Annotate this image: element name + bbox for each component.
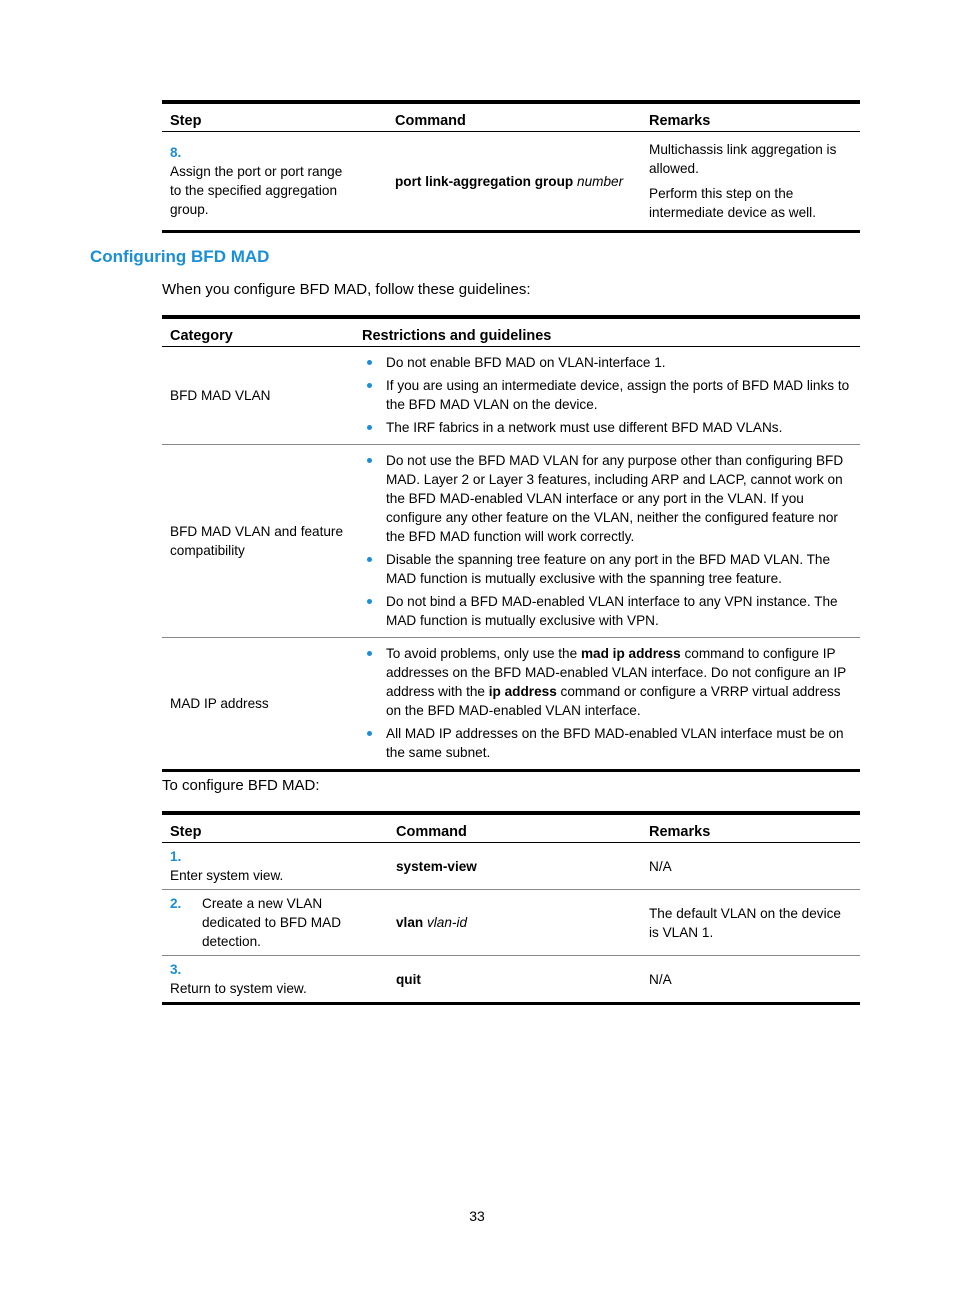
header-command: Command (388, 813, 641, 843)
step-table-bottom (162, 811, 860, 1005)
category-cell: BFD MAD VLAN and feature compatibility (162, 445, 354, 638)
table-row (162, 956, 860, 1004)
page-number: 33 (469, 1208, 485, 1224)
command-keyword: ip address (488, 684, 557, 699)
intro-text: When you configure BFD MAD, follow these guidelines: (162, 281, 531, 298)
guidelines-table (162, 315, 860, 772)
step-number: 2. (170, 896, 182, 911)
command-keyword: vlan (396, 915, 424, 930)
header-category: Category (162, 317, 354, 347)
guideline-list (362, 353, 852, 437)
list-item: Do not bind a BFD MAD-enabled VLAN interface to any VPN instance. The MAD function is mutually exclusive with VPN. (362, 592, 852, 630)
header-step: Step (162, 813, 388, 843)
header-remarks: Remarks (641, 813, 860, 843)
remarks-cell: N/A (641, 843, 860, 890)
procedure-intro: To configure BFD MAD: (162, 777, 320, 794)
text-run: To avoid problems, only use the (386, 646, 581, 661)
list-item: Do not enable BFD MAD on VLAN-interface 1. (362, 353, 852, 372)
step-number: 1. (170, 849, 182, 864)
step-table-top (162, 100, 860, 233)
list-item (362, 644, 852, 720)
command-argument: vlan-id (426, 915, 468, 930)
command-keyword: mad ip address (580, 646, 681, 661)
list-item: All MAD IP addresses on the BFD MAD-enabled VLAN interface must be on the same subnet. (362, 724, 852, 762)
header-command: Command (387, 102, 641, 132)
table-row (162, 445, 860, 638)
table-row (162, 132, 860, 232)
header-remarks: Remarks (641, 102, 860, 132)
command-keyword: port link-aggregation group (395, 173, 574, 189)
list-item: If you are using an intermediate device, assign the ports of BFD MAD links to the BFD MAD VLAN on the device. (362, 376, 852, 414)
list-item: Do not use the BFD MAD VLAN for any purpose other than configuring BFD MAD. Layer 2 or Layer 3 features, including ARP and LACP, cannot work on the BFD MAD-enabled VLAN interface or any port in the VLAN. If you configure any other feature on the VLAN, neither the configured feature nor the BFD MAD function will work correctly. (362, 451, 852, 546)
step-description: Enter system view. (170, 868, 284, 883)
list-item: The IRF fabrics in a network must use different BFD MAD VLANs. (362, 418, 852, 437)
table-row (162, 843, 860, 890)
remark-text: Perform this step on the intermediate device as well. (649, 186, 816, 220)
guideline-list (362, 451, 852, 630)
command-argument: number (577, 173, 624, 189)
step-description: Assign the port or port range to the specified aggregation group. (170, 164, 343, 217)
command-keyword: quit (396, 971, 421, 987)
command-keyword: system-view (396, 858, 477, 874)
table-row (162, 638, 860, 771)
step-number: 8. (170, 145, 182, 160)
remarks-cell (641, 132, 860, 232)
header-step: Step (162, 102, 387, 132)
text-run: command or configure a VRRP virtual address on the BFD MAD-enabled VLAN interface. (386, 684, 841, 718)
category-cell: BFD MAD VLAN (162, 347, 354, 445)
step-description: Return to system view. (170, 981, 307, 996)
step-description: Create a new VLAN dedicated to BFD MAD detection. (202, 896, 342, 949)
remark-text: Multichassis link aggregation is allowed. (649, 142, 837, 176)
remarks-cell: The default VLAN on the device is VLAN 1. (641, 890, 860, 956)
step-number: 3. (170, 962, 182, 977)
table-row (162, 347, 860, 445)
text-run: command to configure IP addresses on the BFD MAD-enabled VLAN interface. Do not configure an IP address with the (386, 646, 846, 699)
category-cell: MAD IP address (162, 638, 354, 771)
list-item: Disable the spanning tree feature on any port in the BFD MAD VLAN. The MAD function is mutually exclusive with the spanning tree feature. (362, 550, 852, 588)
header-restrictions: Restrictions and guidelines (354, 317, 860, 347)
section-heading: Configuring BFD MAD (90, 247, 270, 266)
remarks-cell: N/A (641, 956, 860, 1004)
guideline-list (362, 644, 852, 762)
table-row (162, 890, 860, 956)
command-cell (387, 132, 641, 232)
